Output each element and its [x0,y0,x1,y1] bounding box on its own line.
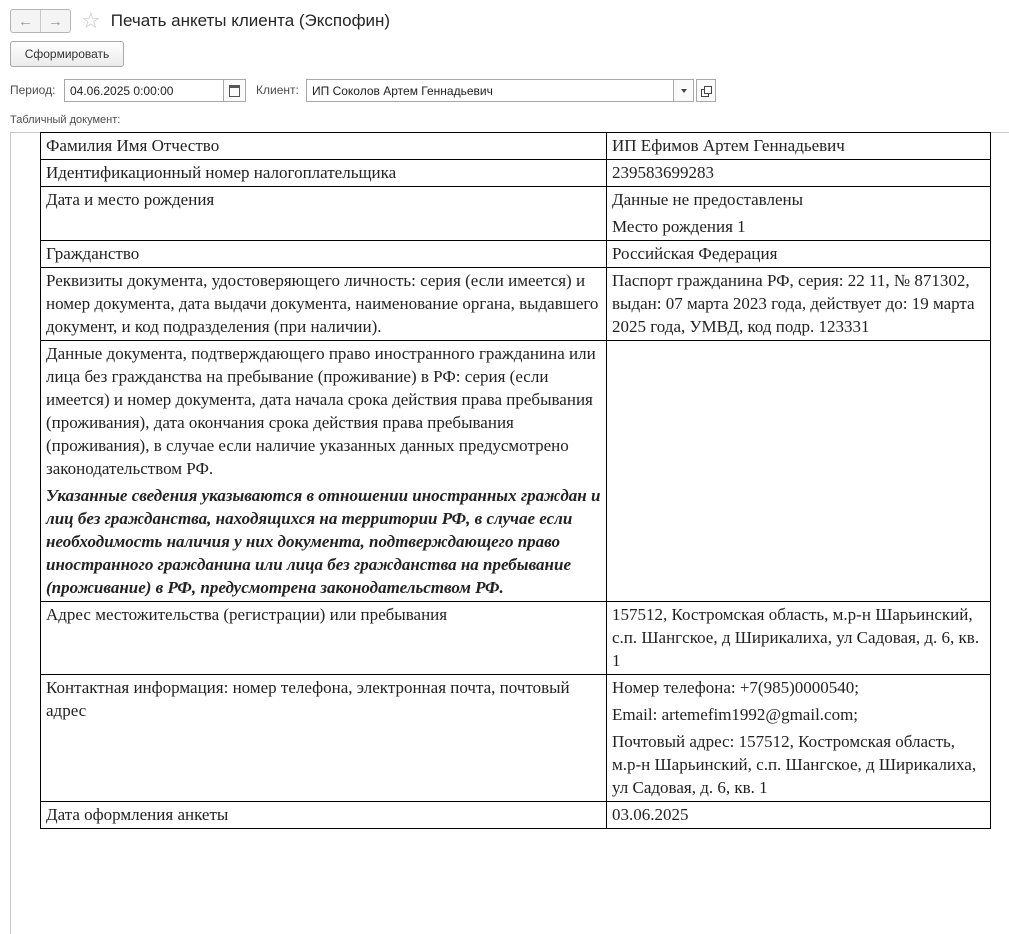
client-label: Клиент: [256,83,299,97]
postal-address-value: Почтовый адрес: 157512, Костромская область, м.р-н Шарьинский, с.п. Шангское, д Ширикалиха, ул Садовая, д. 6, кв. 1 [612,732,977,797]
client-dropdown-button[interactable] [674,79,694,102]
field-name-cell[interactable]: Фамилия Имя Отчество [41,133,607,160]
star-icon[interactable]: ☆ [81,8,101,33]
birth-date-value: Данные не предоставлены [612,190,804,209]
client-input[interactable]: ИП Соколов Артем Геннадьевич [306,79,674,102]
field-value-cell[interactable] [607,341,991,602]
field-value-cell[interactable]: 157512, Костромская область, м.р-н Шарьинский, с.п. Шангское, д Ширикалиха, ул Садовая, д. 6, кв. 1 [607,602,991,675]
field-value-cell[interactable]: Российская Федерация [607,241,991,268]
field-name-cell[interactable]: Гражданство [41,241,607,268]
table-row [41,160,991,187]
field-value-cell[interactable]: Паспорт гражданина РФ, серия: 22 11, № 871302, выдан: 07 марта 2023 года, действует до: 19 марта 2025 года, УМВД, код подр. 123331 [607,268,991,341]
phone-value: Номер телефона: +7(985)0000540; [612,678,859,697]
foreign-doc-note: Указанные сведения указываются в отношении иностранных граждан и лиц без гражданства, находящихся на территории РФ, в случае если необходимость наличия у них документа, подтверждающего право иностранного гражданина или лица без гражданства на пребывание (проживание) в РФ, предусмотрена законодательством РФ. [46,486,601,597]
table-row [41,268,991,341]
field-value-cell[interactable]: 239583699283 [607,160,991,187]
calendar-icon [229,85,240,97]
field-value-cell[interactable] [607,675,991,802]
table-row [41,133,991,160]
birth-place-value: Место рождения 1 [612,217,746,236]
document-label: Табличный документ: [10,114,121,126]
table-row [41,802,991,829]
field-name-cell[interactable]: Дата оформления анкеты [41,802,607,829]
period-input[interactable]: 04.06.2025 0:00:00 [64,79,224,102]
field-value-cell[interactable]: 03.06.2025 [607,802,991,829]
table-row [41,675,991,802]
field-name-cell[interactable]: Адрес местожительства (регистрации) или пребывания [41,602,607,675]
foreign-doc-description: Данные документа, подтверждающего право иностранного гражданина или лица без гражданства на пребывание (проживание) в РФ: серия (если имеется) и номер документа, дата начала срока действия права пребывания (проживания), дата окончания срока действия права пребывания (проживания), в случае если наличие указанных данных предусмотрено законодательством РФ. [46,344,596,478]
chevron-down-icon [681,89,687,93]
table-row [41,241,991,268]
table-row [41,187,991,241]
title-bar [10,8,390,34]
field-name-cell[interactable]: Дата и место рождения [41,187,607,241]
nav-buttons [10,9,71,33]
table-row [41,341,991,602]
arrow-right-icon[interactable]: → [40,10,70,32]
calendar-button[interactable] [224,79,246,102]
email-value: Email: artemefim1992@gmail.com; [612,705,859,724]
field-value-cell[interactable]: ИП Ефимов Артем Геннадьевич [607,133,991,160]
field-name-cell[interactable]: Контактная информация: номер телефона, электронная почта, почтовый адрес [41,675,607,802]
generate-button[interactable]: Сформировать [10,41,124,67]
field-name-cell[interactable]: Идентификационный номер налогоплательщика [41,160,607,187]
period-label: Период: [10,83,56,97]
window-title: Печать анкеты клиента (Экспофин) [110,11,391,30]
open-form-icon [701,86,711,96]
field-name-cell[interactable] [41,341,607,602]
field-value-cell[interactable] [607,187,991,241]
table-row [41,602,991,675]
arrow-left-icon[interactable]: ← [18,12,33,30]
client-open-button[interactable] [696,79,716,102]
client-form-table [40,132,991,829]
field-name-cell[interactable]: Реквизиты документа, удостоверяющего личность: серия (если имеется) и номер документа, дата выдачи документа, наименование органа, выдавшего документ, и код подразделения (при наличии). [41,268,607,341]
